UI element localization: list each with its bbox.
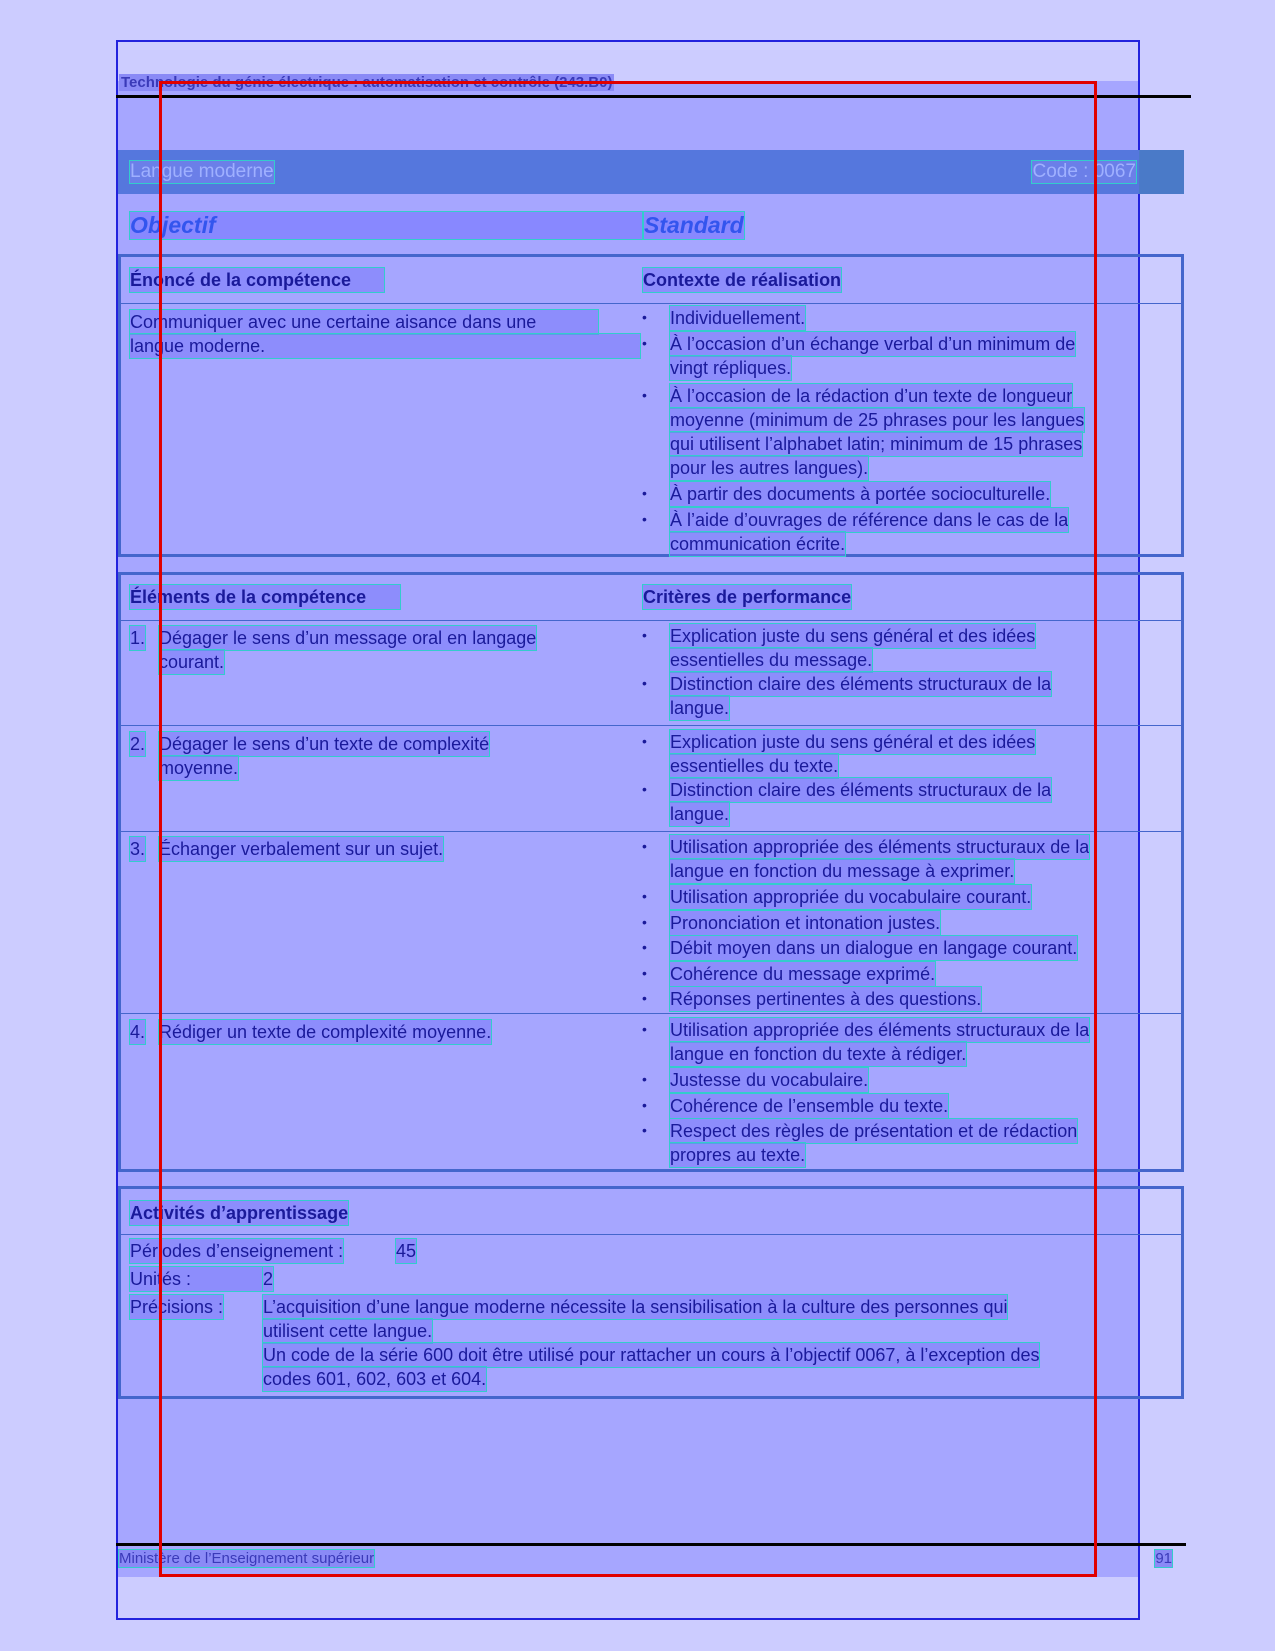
bullet-icon: • xyxy=(642,888,647,904)
element-number: 4. xyxy=(130,1022,146,1042)
criterion-line: langue. xyxy=(670,698,730,718)
criterion-line: Explication juste du sens général et des idées xyxy=(670,626,1036,646)
periods-label: Périodes d’enseignement : xyxy=(130,1241,344,1261)
bullet-icon: • xyxy=(642,1021,647,1037)
criterion-line: propres au texte. xyxy=(670,1145,806,1165)
element-statement-line: moyenne. xyxy=(159,758,239,778)
bullet-icon: • xyxy=(642,627,647,643)
element-number: 1. xyxy=(130,628,146,648)
element-statement-line: Échanger verbalement sur un sujet. xyxy=(159,839,444,859)
bullet-icon: • xyxy=(642,309,647,325)
course-code: Code : 0067 xyxy=(1032,161,1136,182)
bullet-icon: • xyxy=(642,838,647,854)
elements-header-divider xyxy=(121,620,1181,621)
criterion-line: Respect des règles de présentation et de rédaction xyxy=(670,1121,1078,1141)
elements-box xyxy=(118,572,1184,1172)
criterion-line: langue en fonction du texte à rédiger. xyxy=(670,1044,967,1064)
criterion-line: Prononciation et intonation justes. xyxy=(670,913,941,933)
footer-rule xyxy=(116,1543,1186,1546)
bullet-icon: • xyxy=(642,675,647,691)
element-statement-line: Rédiger un texte de complexité moyenne. xyxy=(159,1022,492,1042)
precisions-label: Précisions : xyxy=(130,1297,224,1317)
criterion-line: langue en fonction du message à exprimer. xyxy=(670,861,1015,881)
objective-heading: Objectif xyxy=(130,212,642,239)
bullet-icon: • xyxy=(642,990,647,1006)
elements-heading: Éléments de la compétence xyxy=(130,585,400,609)
context-item-line: Individuellement. xyxy=(670,308,806,328)
criterion-line: langue. xyxy=(670,804,730,824)
criterion-line: Cohérence du message exprimé. xyxy=(670,964,936,984)
context-item-line: moyenne (minimum de 25 phrases pour les langues xyxy=(670,410,1085,430)
row-divider xyxy=(121,725,1181,726)
element-statement-line: Dégager le sens d’un message oral en langage xyxy=(159,628,537,648)
criterion-line: Cohérence de l’ensemble du texte. xyxy=(670,1096,949,1116)
bullet-icon: • xyxy=(642,1097,647,1113)
context-item-line: pour les autres langues). xyxy=(670,458,869,478)
course-title: Langue moderne xyxy=(130,161,274,182)
context-item-line: À partir des documents à portée socioculturelle. xyxy=(670,484,1051,504)
precisions-line: L’acquisition d’une langue moderne nécessite la sensibilisation à la culture des personnes qui xyxy=(263,1297,1008,1317)
criterion-line: Utilisation appropriée des éléments structuraux de la xyxy=(670,837,1090,857)
context-item-line: qui utilisent l’alphabet latin; minimum de 15 phrases xyxy=(670,434,1083,454)
bullet-icon: • xyxy=(642,1122,647,1138)
bullet-icon: • xyxy=(642,1071,647,1087)
footer-ministry: Ministère de l’Enseignement supérieur xyxy=(119,1550,375,1567)
standard-heading: Standard xyxy=(644,212,744,238)
bullet-icon: • xyxy=(642,914,647,930)
competence-statement-line: Communiquer avec une certaine aisance dans une xyxy=(130,310,598,334)
context-heading: Contexte de réalisation xyxy=(643,270,842,290)
criterion-line: essentielles du texte. xyxy=(670,756,839,776)
bullet-icon: • xyxy=(642,965,647,981)
title-bar-accent xyxy=(1139,150,1184,194)
activities-heading: Activités d’apprentissage xyxy=(130,1203,349,1223)
units-value: 2 xyxy=(263,1269,274,1289)
precisions-line: Un code de la série 600 doit être utilisé pour rattacher un cours à l’objectif 0067, à l’exception des xyxy=(263,1345,1040,1365)
page-number: 91 xyxy=(1155,1550,1172,1567)
criteria-heading: Critères de performance xyxy=(643,587,852,607)
criterion-line: Utilisation appropriée du vocabulaire courant. xyxy=(670,887,1032,907)
criterion-line: Distinction claire des éléments structuraux de la xyxy=(670,674,1052,694)
element-number: 3. xyxy=(130,839,146,859)
criterion-line: Réponses pertinentes à des questions. xyxy=(670,989,982,1009)
header-rule xyxy=(116,95,1191,98)
bullet-icon: • xyxy=(642,387,647,403)
precisions-line: utilisent cette langue. xyxy=(263,1321,433,1341)
context-item-line: communication écrite. xyxy=(670,534,846,554)
program-header: Technologie du génie électrique : automatisation et contrôle (243.B0) xyxy=(121,74,613,91)
context-item-line: À l’occasion d’un échange verbal d’un minimum de xyxy=(670,334,1076,354)
row-divider xyxy=(121,1013,1181,1014)
criterion-line: Justesse du vocabulaire. xyxy=(670,1070,869,1090)
competence-heading: Énoncé de la compétence xyxy=(130,268,384,292)
periods-value: 45 xyxy=(396,1241,417,1261)
bullet-icon: • xyxy=(642,939,647,955)
competence-divider xyxy=(121,303,1181,304)
criterion-line: Débit moyen dans un dialogue en langage courant. xyxy=(670,938,1078,958)
bullet-icon: • xyxy=(642,485,647,501)
criterion-line: Distinction claire des éléments structuraux de la xyxy=(670,780,1052,800)
element-statement-line: courant. xyxy=(159,652,225,672)
bullet-icon: • xyxy=(642,335,647,351)
context-item-line: À l’aide d’ouvrages de référence dans le cas de la xyxy=(670,510,1069,530)
context-item-line: vingt répliques. xyxy=(670,358,792,378)
context-item-line: À l’occasion de la rédaction d’un texte de longueur xyxy=(670,386,1073,406)
competence-statement-line: langue moderne. xyxy=(130,334,640,358)
precisions-line: codes 601, 602, 603 et 604. xyxy=(263,1369,487,1389)
activities-divider xyxy=(121,1234,1181,1235)
title-bar xyxy=(118,150,1184,194)
element-number: 2. xyxy=(130,734,146,754)
units-label: Unités : xyxy=(130,1267,262,1291)
bullet-icon: • xyxy=(642,511,647,527)
element-statement-line: Dégager le sens d’un texte de complexité xyxy=(159,734,490,754)
bullet-icon: • xyxy=(642,733,647,749)
row-divider xyxy=(121,831,1181,832)
criterion-line: essentielles du message. xyxy=(670,650,873,670)
bullet-icon: • xyxy=(642,781,647,797)
criterion-line: Explication juste du sens général et des idées xyxy=(670,732,1036,752)
criterion-line: Utilisation appropriée des éléments structuraux de la xyxy=(670,1020,1090,1040)
